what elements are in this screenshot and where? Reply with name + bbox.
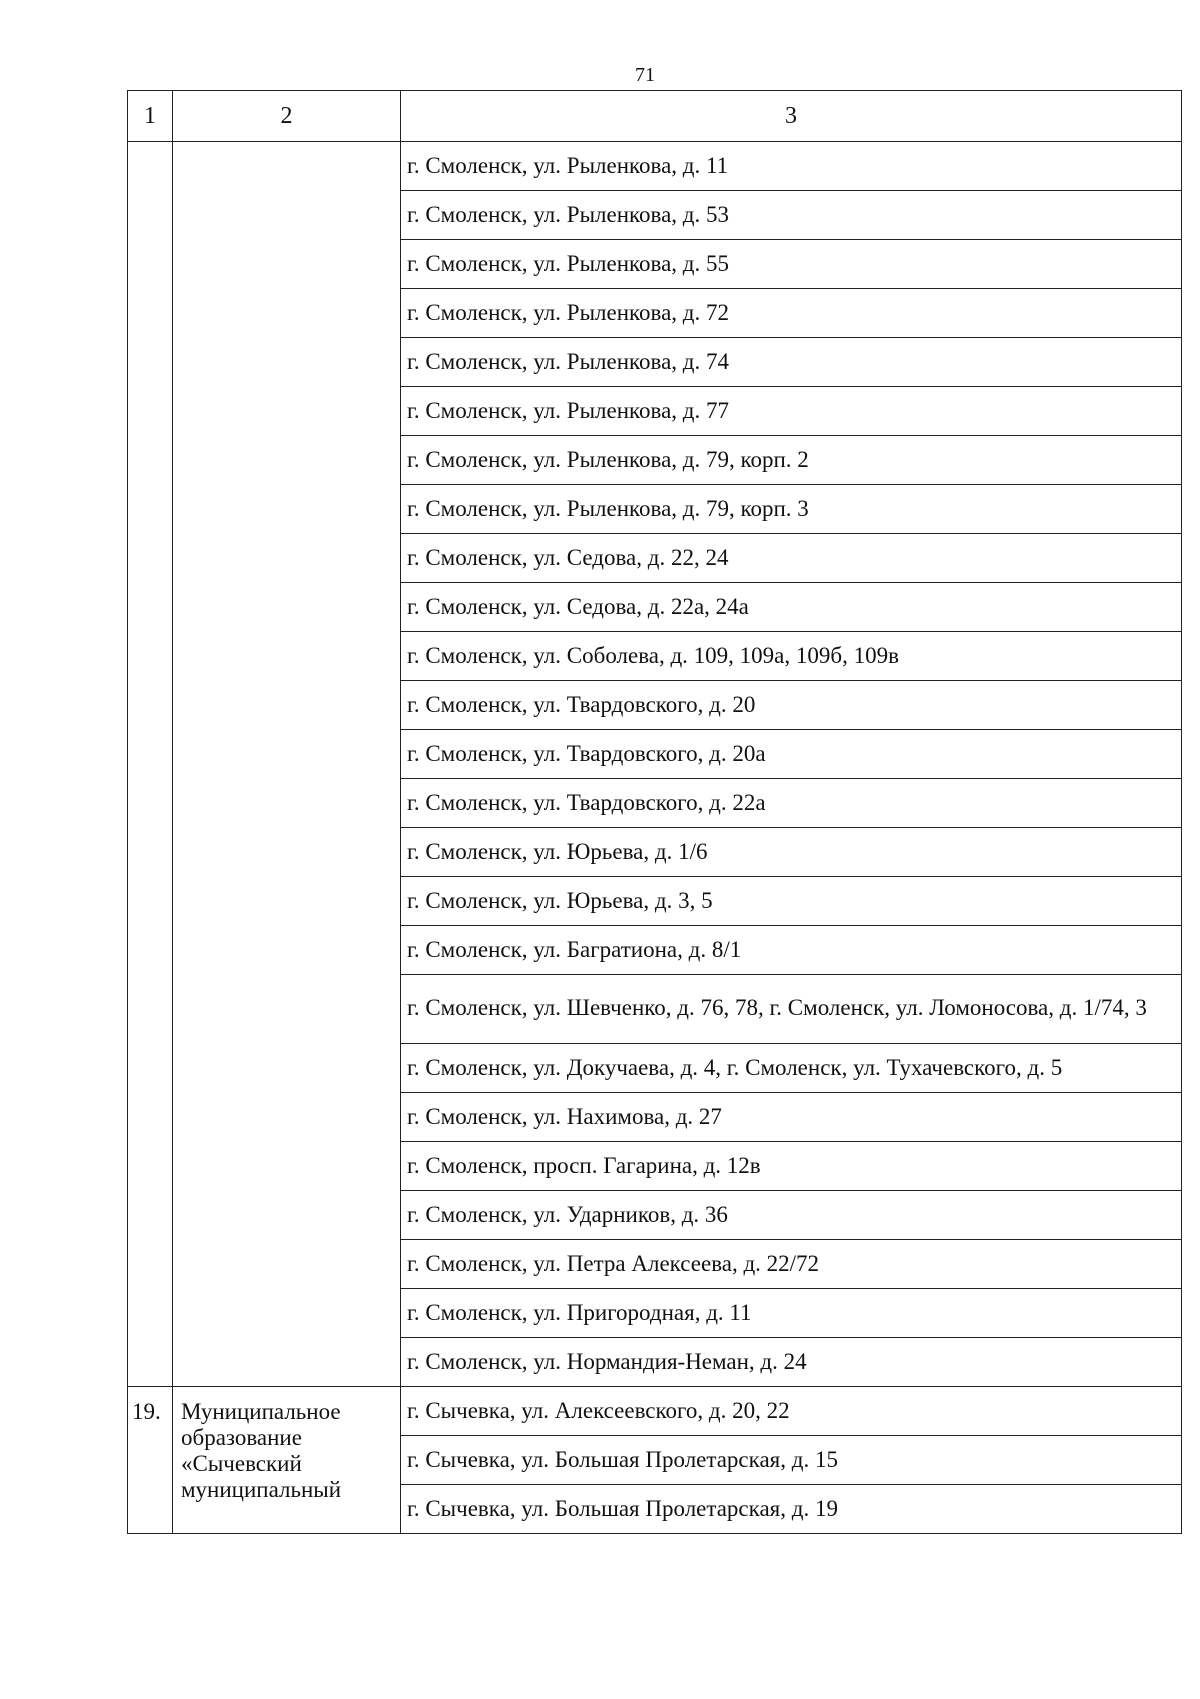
- address-cell: г. Смоленск, ул. Пригородная, д. 11: [401, 1289, 1182, 1338]
- address-cell: г. Смоленск, ул. Седова, д. 22, 24: [401, 534, 1182, 583]
- address-cell: г. Сычевка, ул. Большая Пролетарская, д. 19: [401, 1485, 1182, 1534]
- address-cell: г. Смоленск, ул. Шевченко, д. 76, 78, г. Смоленск, ул. Ломоносова, д. 1/74, 3: [401, 975, 1182, 1044]
- address-cell: г. Смоленск, ул. Рыленкова, д. 79, корп. 2: [401, 436, 1182, 485]
- address-cell: г. Сычевка, ул. Большая Пролетарская, д. 15: [401, 1436, 1182, 1485]
- address-cell: г. Смоленск, ул. Твардовского, д. 20: [401, 681, 1182, 730]
- address-cell: г. Смоленск, ул. Петра Алексеева, д. 22/72: [401, 1240, 1182, 1289]
- address-cell: г. Смоленск, ул. Твардовского, д. 20а: [401, 730, 1182, 779]
- address-cell: г. Смоленск, ул. Твардовского, д. 22а: [401, 779, 1182, 828]
- address-cell: г. Смоленск, ул. Соболева, д. 109, 109а, 109б, 109в: [401, 632, 1182, 681]
- address-cell: г. Смоленск, ул. Нахимова, д. 27: [401, 1093, 1182, 1142]
- address-cell: г. Смоленск, ул. Рыленкова, д. 79, корп. 3: [401, 485, 1182, 534]
- address-cell: г. Смоленск, ул. Седова, д. 22а, 24а: [401, 583, 1182, 632]
- column-header-2: 2: [173, 91, 401, 142]
- page-number: 71: [635, 64, 655, 86]
- address-cell: г. Смоленск, ул. Ударников, д. 36: [401, 1191, 1182, 1240]
- address-table: [127, 90, 1182, 1534]
- address-cell: г. Смоленск, ул. Рыленкова, д. 77: [401, 387, 1182, 436]
- group-18-number-cell: [128, 142, 173, 1387]
- address-cell: г. Смоленск, ул. Юрьева, д. 3, 5: [401, 877, 1182, 926]
- address-cell: г. Смоленск, ул. Багратиона, д. 8/1: [401, 926, 1182, 975]
- address-cell: г. Смоленск, ул. Рыленкова, д. 53: [401, 191, 1182, 240]
- address-cell: г. Сычевка, ул. Алексеевского, д. 20, 22: [401, 1387, 1182, 1436]
- table-row: [128, 1387, 1182, 1436]
- column-header-1: 1: [128, 91, 173, 142]
- address-cell: г. Смоленск, ул. Докучаева, д. 4, г. Смоленск, ул. Тухачевского, д. 5: [401, 1044, 1182, 1093]
- municipality-name: Муниципальное образование «Сычевский муниципальный: [173, 1387, 401, 1534]
- address-cell: г. Смоленск, ул. Рыленкова, д. 74: [401, 338, 1182, 387]
- column-header-3: 3: [401, 91, 1182, 142]
- address-cell: г. Смоленск, ул. Юрьева, д. 1/6: [401, 828, 1182, 877]
- table-header-row: [128, 91, 1182, 142]
- table-row: [128, 142, 1182, 191]
- address-cell: г. Смоленск, ул. Рыленкова, д. 55: [401, 240, 1182, 289]
- address-cell: г. Смоленск, просп. Гагарина, д. 12в: [401, 1142, 1182, 1191]
- address-cell: г. Смоленск, ул. Рыленкова, д. 11: [401, 142, 1182, 191]
- address-cell: г. Смоленск, ул. Рыленкова, д. 72: [401, 289, 1182, 338]
- address-cell: г. Смоленск, ул. Нормандия-Неман, д. 24: [401, 1338, 1182, 1387]
- group-18-municipality-cell: [173, 142, 401, 1387]
- row-number: 19.: [128, 1387, 173, 1534]
